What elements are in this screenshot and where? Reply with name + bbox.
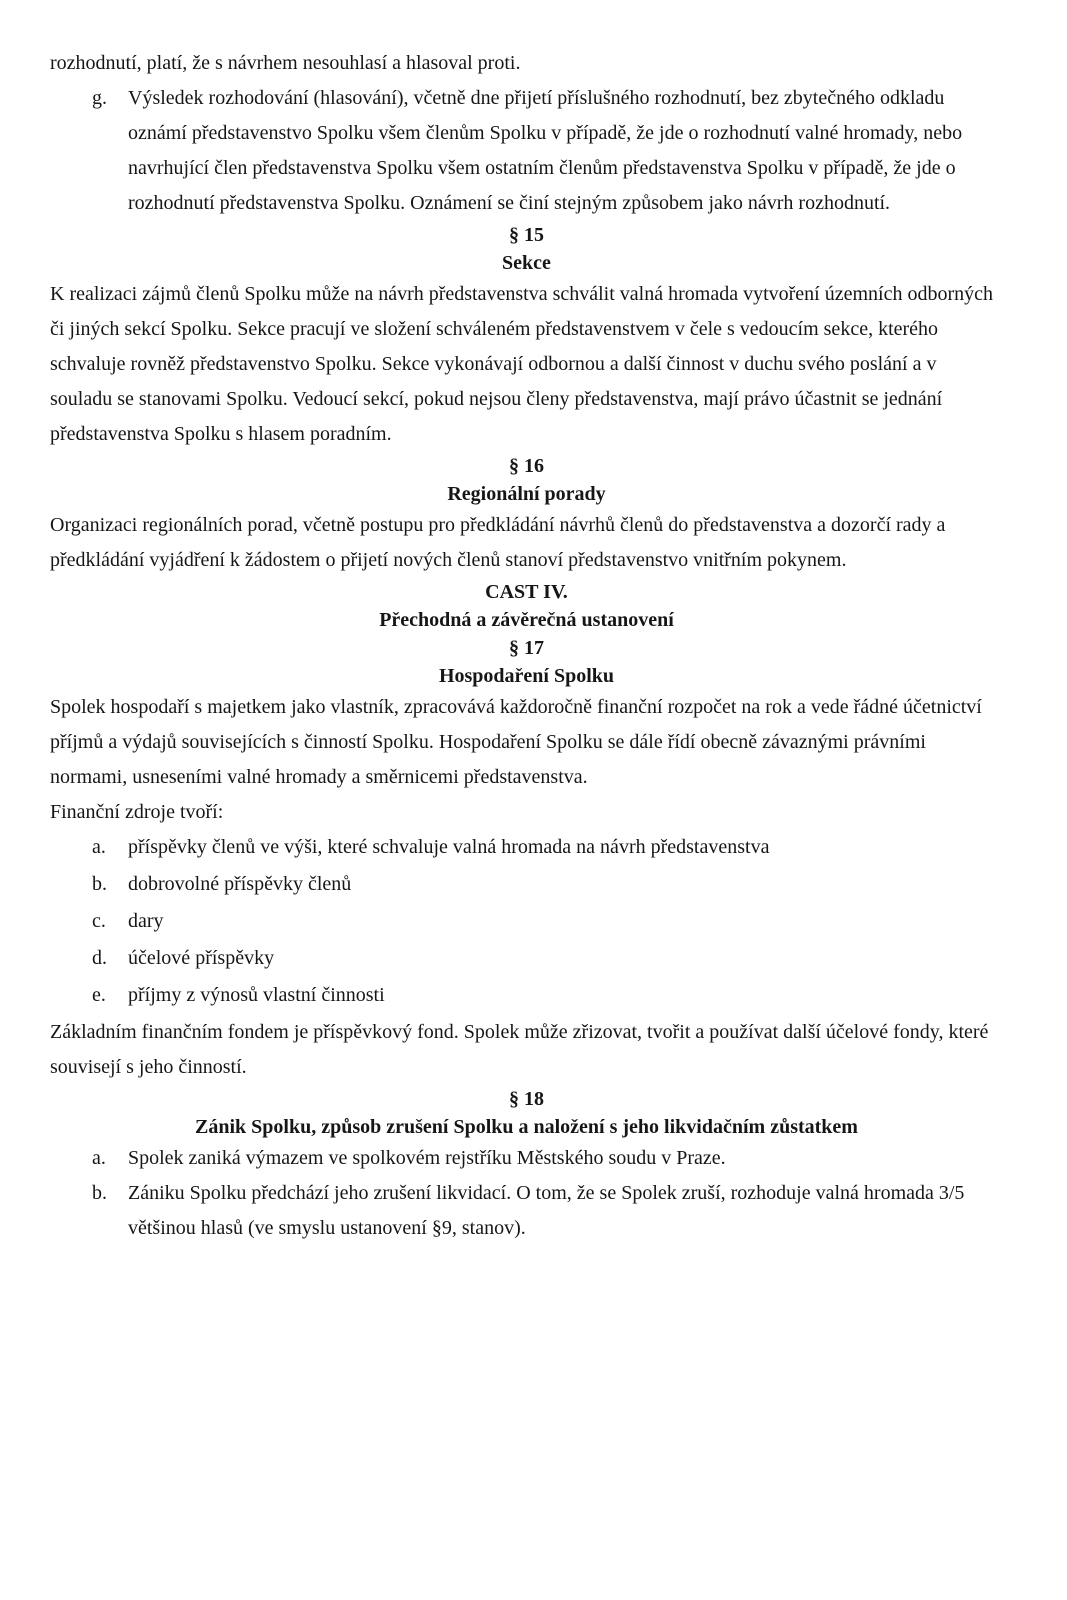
section-17-number: § 17 (509, 637, 544, 659)
finance-sources-list (50, 830, 1003, 1013)
section-17-title: Hospodaření Spolku (438, 665, 615, 687)
part-iv-heading: CAST IV. (485, 581, 568, 603)
list-item-text: účelové příspěvky (128, 947, 275, 969)
section-16-number: § 16 (509, 455, 544, 477)
list-item-text: příspěvky členů ve výši, které schvaluje valná hromada na návrh představenstva (128, 836, 770, 858)
list-item-text: Zániku Spolku předchází jeho zrušení likvidací. O tom, že se Spolek zruší, rozhoduje valná hromada 3/5 většinou hlasů (ve smyslu ustanovení §9, stanov). (128, 1182, 965, 1239)
list-item-text: dary (128, 910, 164, 932)
list-item (50, 1176, 1003, 1246)
list-item (50, 830, 1003, 865)
list-item (50, 978, 1003, 1013)
section-18-list (50, 1141, 1003, 1246)
finance-sources-intro: Finanční zdroje tvoří: (50, 801, 224, 823)
list-item (50, 904, 1003, 939)
paragraph-continuation: rozhodnutí, platí, že s návrhem nesouhlasí a hlasoval proti. (50, 52, 521, 74)
list-marker: b. (92, 873, 107, 895)
section-18-number: § 18 (509, 1088, 544, 1110)
section-17-body: Spolek hospodaří s majetkem jako vlastník, zpracovává každoročně finanční rozpočet na rok a vede řádné účetnictví příjmů a výdajů souvisejících s činností Spolku. Hospodaření Spolku se dále řídí obecně závaznými právními normami, usneseními valné hromady a směrnicemi představenstva. (50, 696, 982, 788)
list-marker: a. (92, 836, 106, 858)
list-item (50, 941, 1003, 976)
list-marker: b. (92, 1182, 107, 1204)
list-marker: e. (92, 984, 106, 1006)
list-item (50, 867, 1003, 902)
part-iv-subheading: Přechodná a závěrečná ustanovení (379, 609, 674, 631)
list-item-g (50, 81, 1003, 221)
list-item-text: příjmy z výnosů vlastní činnosti (128, 984, 385, 1006)
list-marker: d. (92, 947, 107, 969)
list-marker: c. (92, 910, 106, 932)
section-15-number: § 15 (509, 224, 544, 246)
section-18-title: Zánik Spolku, způsob zrušení Spolku a naložení s jeho likvidačním zůstatkem (195, 1116, 858, 1138)
list-item (50, 1141, 1003, 1176)
section-15-body: K realizaci zájmů členů Spolku může na návrh představenstva schválit valná hromada vytvoření územních odborných či jiných sekcí Spolku. Sekce pracují ve složení schváleném představenstvem v čele s vedoucím sekce, kterého schvaluje rovněž představenstvo Spolku. Sekce vykonávají odbornou a další činnost v duchu svého poslání a v souladu se stanovami Spolku. Vedoucí sekcí, pokud nejsou členy představenstva, mají právo účastnit se jednání představenstva Spolku s hlasem poradním. (50, 283, 994, 445)
section-16-title: Regionální porady (447, 483, 606, 505)
section-16-body: Organizaci regionálních porad, včetně postupu pro předkládání návrhů členů do představenstva a dozorčí rady a předkládání vyjádření k žádostem o přijetí nových členů stanoví představenstvo vnitřním pokynem. (50, 514, 946, 571)
list-item-text: dobrovolné příspěvky členů (128, 873, 352, 895)
section-15-title: Sekce (502, 252, 551, 274)
list-item-text: Spolek zaniká výmazem ve spolkovém rejstříku Městského soudu v Praze. (128, 1147, 726, 1169)
section-17-closing: Základním finančním fondem je příspěvkový fond. Spolek může zřizovat, tvořit a používat další účelové fondy, které souvisejí s jeho činností. (50, 1021, 989, 1078)
list-item-g-text: Výsledek rozhodování (hlasování), včetně dne přijetí příslušného rozhodnutí, bez zbytečného odkladu oznámí představenstvo Spolku všem členům Spolku v případě, že jde o rozhodnutí valné hromady, nebo navrhující člen představenstva Spolku všem ostatním členům představenstva Spolku v případě, že jde o rozhodnutí představenstva Spolku. Oznámení se činí stejným způsobem jako návrh rozhodnutí. (128, 87, 963, 214)
list-marker: a. (92, 1147, 106, 1169)
list-marker-g: g. (92, 87, 107, 109)
